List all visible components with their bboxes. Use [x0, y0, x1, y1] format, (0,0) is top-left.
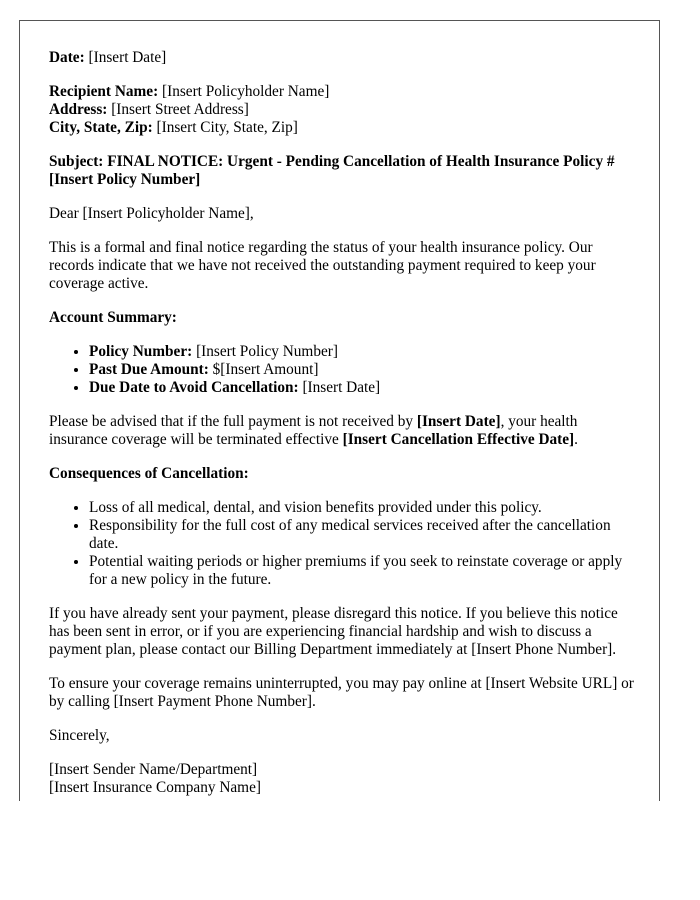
- list-item: • Potential waiting periods or higher premiums if you seek to reinstate coverage or apply for a new policy in the future.: [89, 553, 639, 589]
- intro-paragraph: This is a formal and final notice regarding the status of your health insurance policy. Our records indicate that we have not received the outstanding payment required to keep your coverage active.: [49, 239, 596, 292]
- due-date-label: Due Date to Avoid Cancellation:: [89, 379, 299, 396]
- list-item: [89, 379, 639, 397]
- account-summary-list: [49, 343, 639, 397]
- subject-label: Subject:: [49, 153, 104, 170]
- advisory-paragraph: Please be advised that if the full payment is not received by [Insert Date], your health insurance coverage will be terminated effective [Insert Cancellation Effective Date].: [49, 413, 578, 448]
- list-item: • Loss of all medical, dental, and vision benefits provided under this policy.: [89, 499, 639, 517]
- address-label: Address:: [49, 101, 108, 118]
- letter-page: [19, 20, 660, 801]
- date-value: [Insert Date]: [88, 49, 167, 66]
- advisory-effective-date: [Insert Cancellation Effective Date]: [342, 431, 575, 448]
- disregard-paragraph: If you have already sent your payment, please disregard this notice. If you believe this notice has been sent in error, or if you are experiencing financial hardship and wish to discuss a payment plan, please contact our Billing Department immediately at [Insert Phone Number].: [49, 605, 618, 658]
- recipient-value: [Insert Policyholder Name]: [162, 83, 330, 100]
- past-due-label: Past Due Amount:: [89, 361, 209, 378]
- past-due-value: $[Insert Amount]: [212, 361, 319, 378]
- sender-name: [Insert Sender Name/Department]: [49, 761, 258, 778]
- closing: Sincerely,: [49, 727, 110, 744]
- policy-number-value: [Insert Policy Number]: [196, 343, 338, 360]
- list-item: [89, 361, 639, 379]
- list-item: [89, 343, 639, 361]
- date-line: [49, 49, 639, 67]
- list-item: • Responsibility for the full cost of any medical services received after the cancellation date.: [89, 517, 639, 553]
- letter-content: [49, 49, 639, 797]
- company-name: [Insert Insurance Company Name]: [49, 779, 261, 796]
- recipient-label: Recipient Name:: [49, 83, 159, 100]
- account-summary-heading: Account Summary:: [49, 309, 177, 326]
- signature-block: [49, 761, 639, 797]
- subject-text: FINAL NOTICE: Urgent - Pending Cancellation of Health Insurance Policy #[Insert Policy Number]: [49, 153, 615, 188]
- date-label: Date:: [49, 49, 85, 66]
- consequences-list: [49, 499, 639, 589]
- subject-line: [49, 153, 639, 189]
- consequences-heading: Consequences of Cancellation:: [49, 465, 249, 482]
- due-date-value: [Insert Date]: [302, 379, 381, 396]
- recipient-block: [49, 83, 639, 137]
- city-value: [Insert City, State, Zip]: [156, 119, 298, 136]
- city-label: City, State, Zip:: [49, 119, 153, 136]
- address-value: [Insert Street Address]: [111, 101, 249, 118]
- policy-number-label: Policy Number:: [89, 343, 193, 360]
- payment-paragraph: To ensure your coverage remains uninterrupted, you may pay online at [Insert Website URL] or by calling [Insert Payment Phone Number].: [49, 675, 634, 710]
- salutation: Dear [Insert Policyholder Name],: [49, 205, 254, 222]
- advisory-date: [Insert Date]: [416, 413, 501, 430]
